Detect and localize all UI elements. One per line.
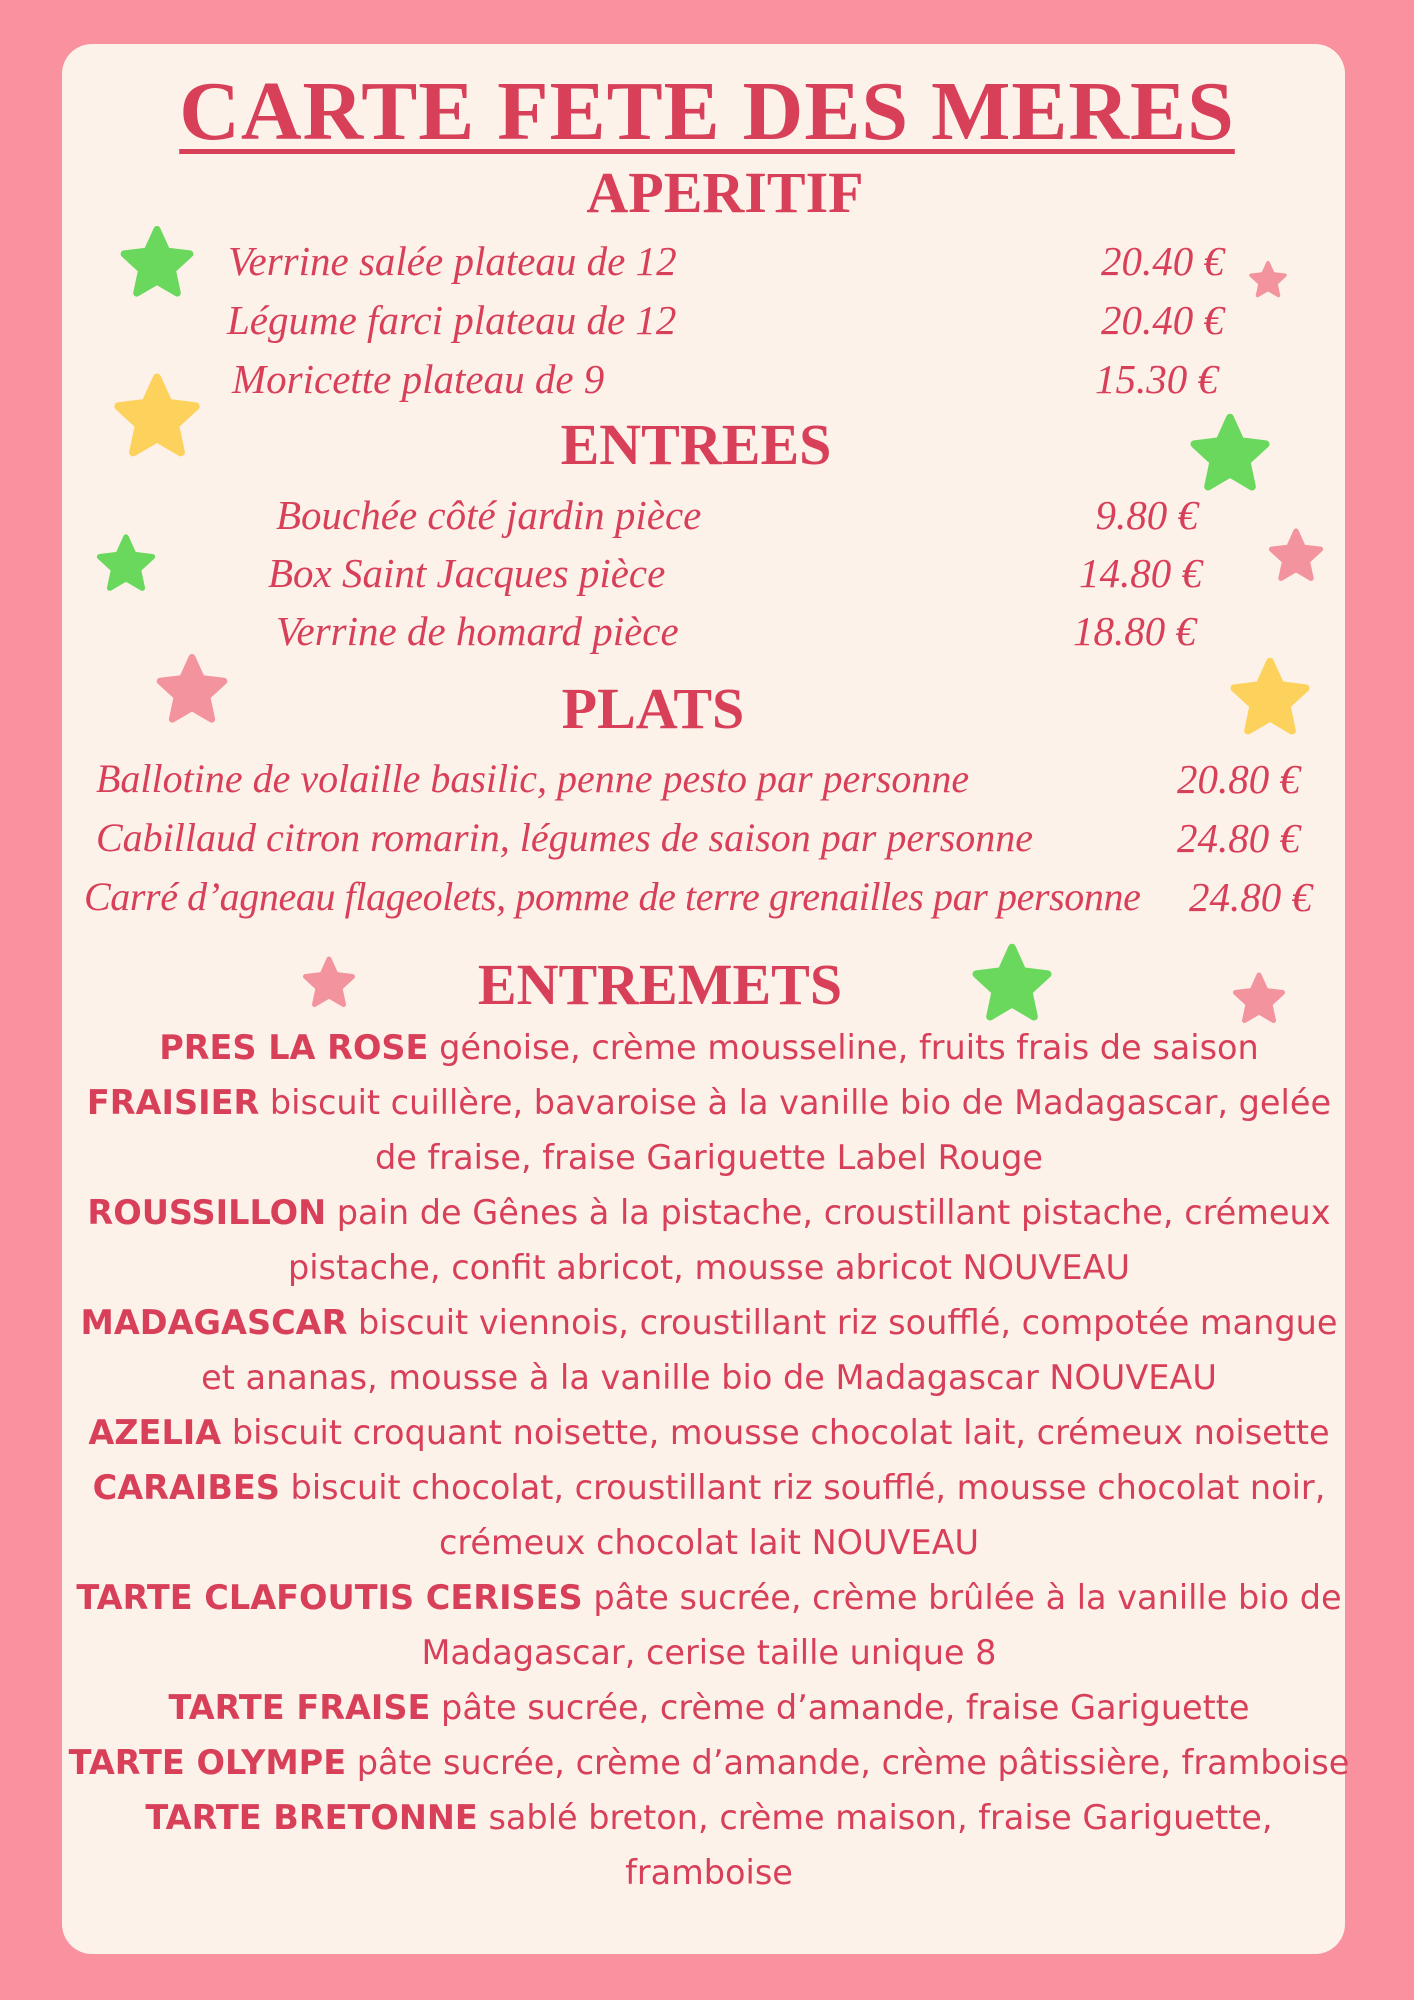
menu-item-name: Légume farci plateau de 12 bbox=[227, 297, 677, 343]
list-item bbox=[68, 1460, 1350, 1570]
menu-item-price: 14.80 € bbox=[1079, 550, 1202, 596]
list-item bbox=[68, 1295, 1350, 1405]
dessert-description: génoise, crème mousseline, fruits frais de saison bbox=[428, 1028, 1259, 1067]
menu-item-name: Verrine salée plateau de 12 bbox=[228, 238, 677, 284]
menu-item-price: 15.30 € bbox=[1095, 356, 1218, 402]
dessert-name: PRES LA ROSE bbox=[159, 1028, 429, 1067]
pink-star-icon bbox=[1234, 974, 1284, 1024]
list-item bbox=[68, 1790, 1350, 1900]
page-title-text: CARTE FETE DES MERES bbox=[179, 65, 1235, 158]
dessert-name: FRAISIER bbox=[86, 1083, 260, 1122]
section-heading-entrees: ENTREES bbox=[560, 412, 832, 477]
menu-item-price: 20.40 € bbox=[1101, 238, 1224, 284]
list-item bbox=[68, 1185, 1350, 1295]
menu-item-price: 24.80 € bbox=[1189, 874, 1312, 920]
dessert-description: pâte sucrée, crème d’amande, fraise Gariguette bbox=[430, 1688, 1250, 1727]
pink-star-icon bbox=[1270, 530, 1322, 582]
menu-item-price: 9.80 € bbox=[1095, 492, 1198, 538]
dessert-name: TARTE BRETONNE bbox=[145, 1798, 478, 1837]
section-heading-aperitif: APERITIF bbox=[586, 160, 864, 225]
menu-item-price: 20.40 € bbox=[1101, 297, 1224, 343]
dessert-description: biscuit croquant noisette, mousse chocolat lait, crémeux noisette bbox=[221, 1413, 1330, 1452]
list-item bbox=[68, 1680, 1350, 1735]
dessert-name: ROUSSILLON bbox=[87, 1193, 327, 1232]
menu-item-name: Carré d’agneau flageolets, pomme de terre grenailles par personne bbox=[84, 874, 1141, 919]
menu-item-name: Cabillaud citron romarin, légumes de saison par personne bbox=[96, 815, 1034, 860]
dessert-name: MADAGASCAR bbox=[80, 1303, 348, 1342]
dessert-name: TARTE FRAISE bbox=[168, 1688, 431, 1727]
dessert-name: TARTE CLAFOUTIS CERISES bbox=[76, 1578, 583, 1617]
dessert-list bbox=[68, 1020, 1350, 1900]
menu-item-name: Moricette plateau de 9 bbox=[232, 356, 605, 402]
dessert-description: biscuit chocolat, croustillant riz soufflé, mousse chocolat noir, crémeux chocolat lait NOUVEAU bbox=[279, 1468, 1326, 1562]
dessert-description: pain de Gênes à la pistache, croustillant pistache, crémeux pistache, confit abricot, mousse abricot NOUVEAU bbox=[287, 1193, 1331, 1287]
section-heading-plats: PLATS bbox=[561, 676, 745, 741]
green-star-icon bbox=[974, 946, 1050, 1022]
yellow-star-icon bbox=[1232, 660, 1308, 736]
pink-star-icon bbox=[304, 958, 354, 1008]
dessert-name: AZELIA bbox=[88, 1413, 222, 1452]
list-item bbox=[68, 1405, 1350, 1460]
green-star-icon bbox=[98, 536, 154, 592]
list-item bbox=[68, 1735, 1350, 1790]
yellow-star-icon bbox=[116, 376, 198, 458]
section-heading-entremets: ENTREMETS bbox=[477, 952, 843, 1017]
dessert-name: CARAIBES bbox=[92, 1468, 280, 1507]
dessert-description: pâte sucrée, crème brûlée à la vanille bio de Madagascar, cerise taille unique 8 bbox=[421, 1578, 1342, 1672]
list-item bbox=[68, 1570, 1350, 1680]
dessert-name: TARTE OLYMPE bbox=[68, 1743, 347, 1782]
page-title bbox=[0, 62, 1414, 162]
menu-item-price: 24.80 € bbox=[1177, 815, 1300, 861]
green-star-icon bbox=[122, 228, 192, 298]
menu-item-price: 20.80 € bbox=[1177, 756, 1300, 802]
menu-item-name: Bouchée côté jardin pièce bbox=[276, 492, 702, 538]
menu-item-price: 18.80 € bbox=[1073, 608, 1196, 654]
dessert-description: sablé breton, crème maison, fraise Gariguette, framboise bbox=[477, 1798, 1273, 1892]
dessert-description: biscuit cuillère, bavaroise à la vanille bio de Madagascar, gelée de fraise, fraise Gariguette Label Rouge bbox=[259, 1083, 1332, 1177]
pink-star-icon bbox=[158, 656, 226, 724]
pink-star-icon bbox=[1250, 262, 1286, 298]
list-item bbox=[68, 1020, 1350, 1075]
menu-item-name: Box Saint Jacques pièce bbox=[268, 550, 666, 596]
menu-item-name: Ballotine de volaille basilic, penne pesto par personne bbox=[96, 756, 970, 801]
menu-item-name: Verrine de homard pièce bbox=[276, 608, 679, 654]
green-star-icon bbox=[1192, 416, 1268, 492]
dessert-description: pâte sucrée, crème d’amande, crème pâtissière, framboise bbox=[346, 1743, 1350, 1782]
list-item bbox=[68, 1075, 1350, 1185]
dessert-description: biscuit viennois, croustillant riz soufflé, compotée mangue et ananas, mousse à la vanille bio de Madagascar NOUVEAU bbox=[201, 1303, 1338, 1397]
